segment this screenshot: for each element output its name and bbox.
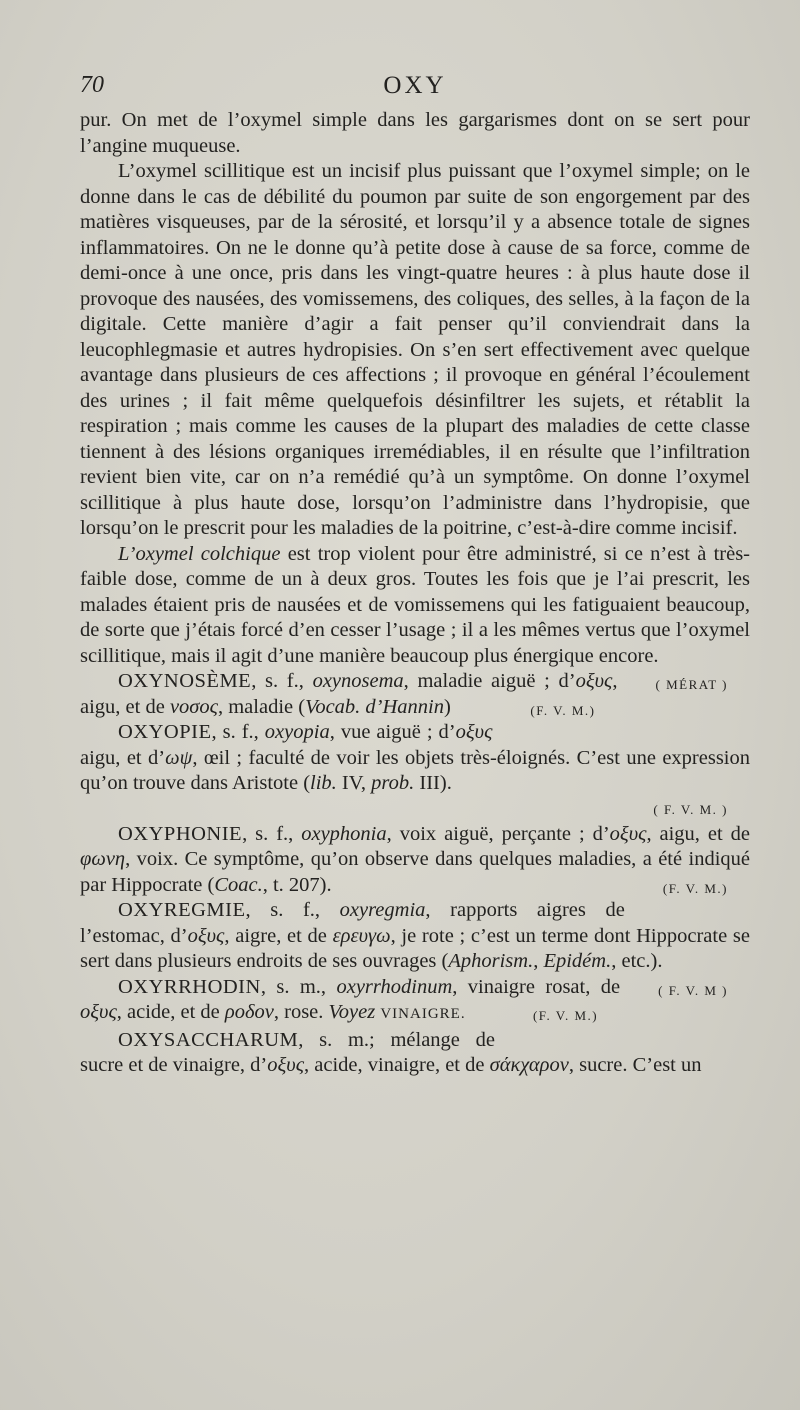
entry-text: , acide, vinaigre, et de xyxy=(304,1054,490,1076)
cross-reference: VINAIGRE. xyxy=(380,1006,466,1022)
entry-oxysaccharum xyxy=(80,1028,750,1079)
author-signature: ( F. V. M. ) xyxy=(653,801,728,817)
entry-headword: OXYNOSÈME xyxy=(118,670,252,692)
entry-text: , vue aiguë ; d’ xyxy=(329,721,456,743)
entry-grammar: , s. f., xyxy=(211,721,265,743)
entry-text: , voix. Ce symptôme, qu’on observe dans quelques maladies, a été indiqué par Hippocrate ( xyxy=(80,848,750,896)
running-head: OXY xyxy=(383,72,447,99)
entry-greek: ερευγω xyxy=(332,924,391,947)
paragraph-oxymel-simple: pur. On met de l’oxymel simple dans les gargarismes dont on se sert pour l’angine muqueuse. xyxy=(80,109,750,157)
entry-reference: Epidém. xyxy=(543,950,612,972)
entry-grammar: , s. f., xyxy=(245,899,340,921)
entry-latin: oxyopia xyxy=(264,721,330,743)
entry-text: , maladie ( xyxy=(217,695,306,718)
entry-reference: Aphorism. xyxy=(448,950,534,972)
page-body xyxy=(80,108,750,1079)
entry-text: , aigre, et de xyxy=(224,924,333,947)
author-signature: ( MÉRAT ) xyxy=(655,677,728,692)
entry-reference: Vocab. d’Hannin xyxy=(305,695,445,718)
entry-grammar: , s. f., xyxy=(242,822,302,845)
page-number: 70 xyxy=(80,72,104,98)
author-signature: ( F. V. M ) xyxy=(658,982,728,998)
entry-text: , sucre. C’est un xyxy=(568,1054,702,1076)
entry-greek: οξυς xyxy=(187,924,225,947)
entry-text: mélange de sucre et de vinaigre, d’ xyxy=(80,1028,495,1076)
paragraph-oxymel-scillitique: L’oxymel scillitique est un incisif plus puissant que l’oxymel simple; on le donne dans le cas de débilité du poumon par suite de son engorgement par des matières visqueuses, par de la sérosité, et lorsqu’il y a absence totale de signes inflammatoires. On ne le donne qu’à petite dose à cause de sa force, comme de demi-once à une once, pris dans les vingt-quatre heures : à plus haute dose il provoque des nausées, des vomissemens, des coliques, des selles, à la façon de la digitale. Cette manière d’agir a fait penser qu’il conviendrait dans la leucophlegmasie et autres hydropisies. On s’en sert effectivement avec quelque avantage dans plusieurs de ces affections ; il provoque en général l’écoulement des urines ; il fait même quelquefois désinfiltrer les sujets, et rétablit la respiration ; mais comme les causes de la plupart des maladies de cette classe tiennent à des lésions organiques irremédiables, il en résulte que l’infiltration revient bien vite, car on n’a remédié qu’à un symptôme. On donne l’oxymel scillitique à plus haute dose, lorsqu’on l’administre dans l’hydropisie, que lorsqu’on le prescrit pour les maladies de la poitrine, c’est-à-dire comme incisif. xyxy=(80,160,750,539)
entry-reference: lib. xyxy=(310,772,337,794)
entry-greek: οξυς xyxy=(267,1054,305,1076)
entry-greek: σάκχαρον xyxy=(489,1054,569,1076)
entry-greek: φωνη xyxy=(80,848,126,870)
entry-reference: prob. xyxy=(371,772,415,794)
entry-latin: oxyregmia xyxy=(339,899,426,921)
entry-greek: ωψ xyxy=(165,746,193,769)
entry-oxyopie xyxy=(80,720,750,797)
author-signature: (F. V. M.) xyxy=(530,702,596,718)
entry-greek: νοσος xyxy=(169,695,218,718)
author-signature: (F. V. M.) xyxy=(532,1008,599,1023)
entry-text: , aigu, et de xyxy=(80,670,618,718)
entry-grammar: , s. m.; xyxy=(298,1028,391,1051)
entry-headword: OXYOPIE xyxy=(118,721,212,743)
entry-text: IV, xyxy=(336,772,372,794)
entry-text: , œil ; faculté de voir les objets très-éloignés. C’est une expression qu’on trouve dans Aristote ( xyxy=(80,746,750,794)
entry-text: , rose. xyxy=(273,1001,329,1023)
entry-greek: οξυς xyxy=(80,1001,117,1023)
entry-oxyphonie xyxy=(80,822,750,899)
entry-text: ) xyxy=(444,695,451,718)
author-signature: (F. V. M.) xyxy=(662,880,728,896)
entry-latin: oxynosema xyxy=(312,670,404,692)
entry-text: , maladie aiguë ; d’ xyxy=(403,670,576,692)
entry-latin: oxyrrhodinum xyxy=(336,975,453,998)
entry-text: , aigu, et de xyxy=(646,822,750,845)
entry-grammar: , s. f., xyxy=(251,670,313,692)
entry-text: , rapports aigres de l’estomac, d’ xyxy=(80,899,625,947)
entry-text: , etc.). xyxy=(611,950,663,972)
entry-text: , je rote ; c’est un terme dont Hippocrate se sert dans plusieurs endroits de ses ouvrages ( xyxy=(80,924,750,972)
oxymel-colchique-term: L’oxymel colchique xyxy=(118,542,281,565)
entry-text: III). xyxy=(414,772,452,794)
entry-reference: Coac. xyxy=(214,873,263,896)
entry-greek: οξυς xyxy=(609,822,647,845)
page-header xyxy=(80,72,750,102)
entry-grammar: , s. m., xyxy=(260,975,337,998)
paragraph-text: est trop violent pour être administré, si ce n’est à très-faible dose, comme de un à deux gros. Toutes les fois que je l’ai prescrit, les malades étaient pris de nausées et de vomissemens qui les fatiguaient beaucoup, de sorte que j’étais forcé d’en cesser l’usage ; il a les mêmes vertus que l’oxymel scillitique, mais il agit d’une manière beaucoup plus énergique encore. xyxy=(80,542,751,667)
entry-greek: οξυς xyxy=(575,670,613,692)
entry-headword: OXYREGMIE xyxy=(118,899,246,921)
entry-text: , acide, et de xyxy=(116,1001,225,1023)
entry-headword: OXYSACCHARUM xyxy=(118,1028,299,1051)
entry-text: , t. 207). xyxy=(262,873,332,896)
entry-latin: oxyphonia xyxy=(301,822,387,845)
entry-reference: Voyez xyxy=(328,1001,376,1023)
entry-text: , xyxy=(533,950,544,972)
entry-text: , voix aiguë, perçante ; d’ xyxy=(386,822,610,845)
entry-headword: OXYRRHODIN xyxy=(118,975,261,998)
entry-text: , vinaigre rosat, de xyxy=(452,975,621,998)
entry-text: aigu, et d’ xyxy=(80,746,166,769)
entry-greek: οξυς xyxy=(455,721,493,743)
entry-headword: OXYPHONIE xyxy=(118,822,243,845)
entry-greek: ροδον xyxy=(224,1001,274,1023)
